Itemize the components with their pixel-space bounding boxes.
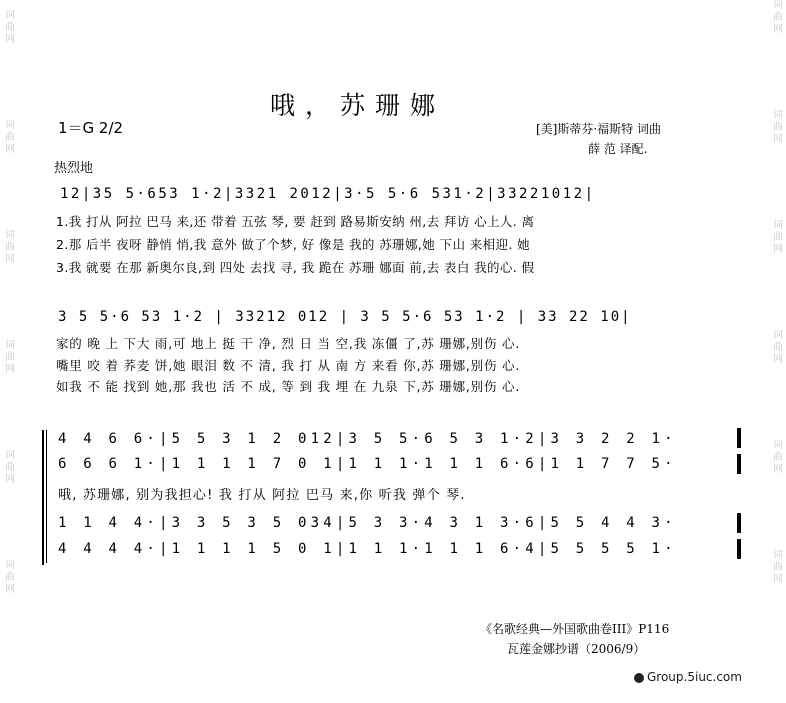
site-logo-icon — [634, 673, 644, 683]
transcriber-credit: 瓦莲金娜抄谱（2006/9） — [507, 642, 646, 656]
watermark-text: 词曲网 — [773, 330, 783, 365]
left-watermark-strip — [0, 0, 20, 703]
lyricist-composer-credit: [美]斯蒂芬·福斯特 词曲 — [536, 122, 661, 136]
tempo-marking: 热烈地 — [54, 161, 94, 176]
key-signature: 1＝G 2/2 — [58, 119, 124, 137]
end-barline — [737, 513, 741, 533]
system3-lower-part2: 4 4 4 4·|1 1 1 1 5 0 1|1 1 1·1 1 1 6·4|5 5 5 5 1· — [58, 541, 677, 557]
system2-notes: 3 5 5·6 53 1·2 | 33212 012 | 3 5 5·6 53 1·2 | 33 22 10| — [58, 309, 632, 325]
system1-lyric-verse1: 1.我 打从 阿拉 巴马 来,还 带着 五弦 琴, 要 赶到 路易斯安纳 州,去 拜访 心上人. 离 — [56, 214, 535, 229]
system3-lyric: 哦, 苏珊娜, 别为我担心! 我 打从 阿拉 巴马 来,你 听我 弹个 琴. — [58, 488, 466, 503]
watermark-text: 词曲网 — [773, 220, 783, 255]
watermark-text: 词曲网 — [773, 0, 783, 35]
system1-lyric-verse2: 2.那 后半 夜呀 静悄 悄,我 意外 做了个梦, 好 像是 我的 苏珊娜,她 下山 来相迎. 她 — [56, 237, 531, 252]
system2-lyric-verse3: 如我 不 能 找到 她,那 我也 活 不 成, 等 到 我 埋 在 九泉 下,苏 珊娜,别伤 心. — [56, 379, 521, 394]
site-logo-text: Group.5iuc.com — [647, 670, 742, 684]
watermark-text: 词曲网 — [5, 560, 15, 595]
watermark-text: 词曲网 — [5, 450, 15, 485]
source-reference: 《名歌经典—外国歌曲卷III》P116 — [480, 622, 670, 636]
watermark-text: 词曲网 — [5, 10, 15, 45]
system3-upper-part2: 6 6 6 1·|1 1 1 1 7 0 1|1 1 1·1 1 1 6·6|1 1 7 7 5· — [58, 456, 677, 472]
end-barline — [737, 428, 741, 448]
watermark-text: 词曲网 — [5, 120, 15, 155]
watermark-text: 词曲网 — [5, 230, 15, 265]
system3-brace — [42, 430, 44, 565]
system2-lyric-verse1: 家的 晚 上 下大 雨,可 地上 挺 干 净, 烈 日 当 空,我 冻僵 了,苏 珊娜,别伤 心. — [56, 336, 521, 351]
end-barline — [737, 454, 741, 474]
system1-lyric-verse3: 3.我 就要 在那 新奥尔良,到 四处 去找 寻, 我 跪在 苏珊 娜面 前,去 表白 我的心. 假 — [56, 260, 535, 275]
watermark-text: 词曲网 — [773, 440, 783, 475]
system3-upper-part1: 4 4 6 6·|5 5 3 1 2 012|3 5 5·6 5 3 1·2|3 3 2 2 1· — [58, 431, 677, 447]
system2-lyric-verse2: 嘴里 咬 着 荞麦 饼,她 眼泪 数 不 清, 我 打 从 南 方 来看 你,苏 珊娜,别伤 心. — [56, 358, 521, 373]
translator-credit: 薛 范 译配. — [588, 142, 648, 156]
right-watermark-strip — [768, 0, 786, 703]
end-barline — [737, 539, 741, 559]
watermark-text: 词曲网 — [773, 550, 783, 585]
system1-notes: 12|35 5·653 1·2|3321 2012|3·5 5·6 531·2|33221012| — [60, 186, 596, 202]
watermark-text: 词曲网 — [5, 340, 15, 375]
watermark-text: 词曲网 — [773, 110, 783, 145]
song-title: 哦，苏珊娜 — [270, 91, 446, 120]
site-logo[interactable] — [634, 670, 742, 684]
system3-lower-part1: 1 1 4 4·|3 3 5 3 5 034|5 3 3·4 3 1 3·6|5 5 4 4 3· — [58, 515, 677, 531]
